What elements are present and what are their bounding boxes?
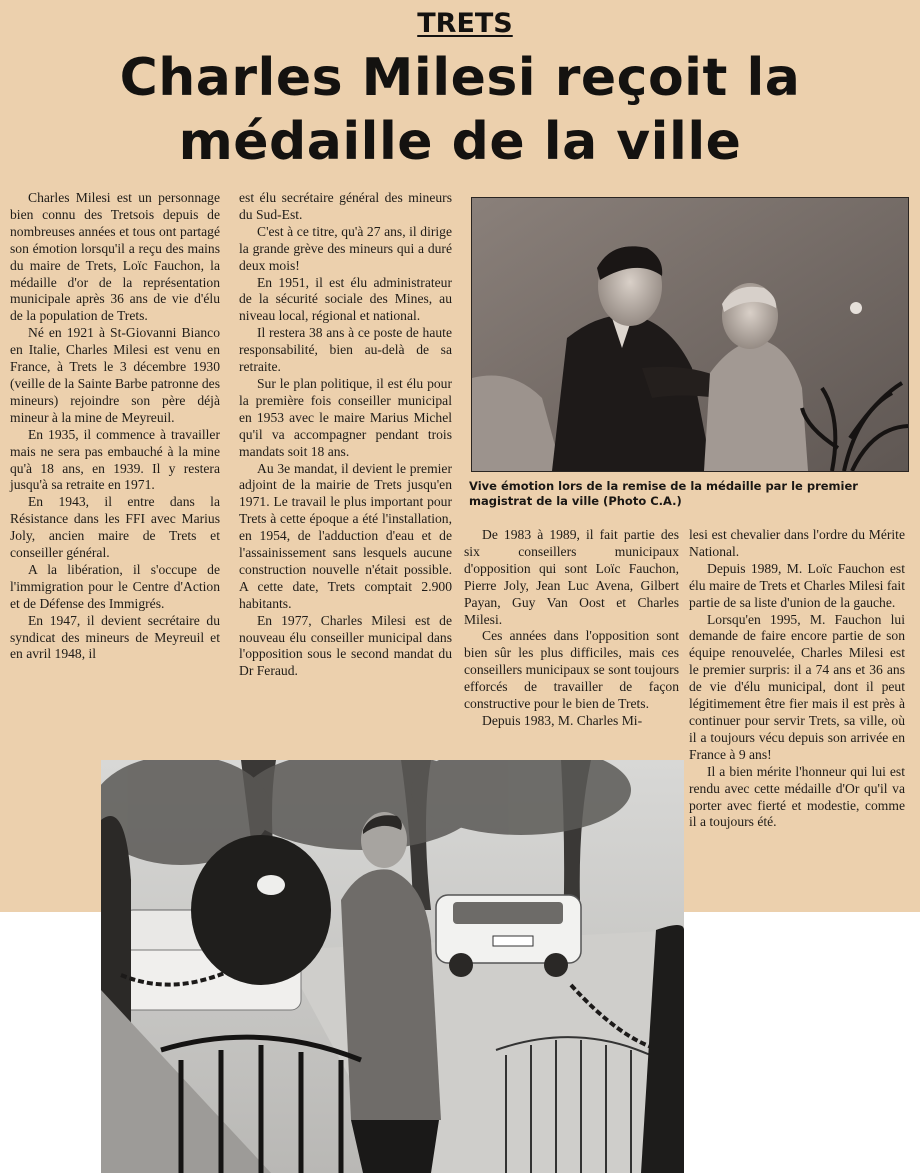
section-label: TRETS bbox=[417, 8, 513, 39]
paragraph-continued: lesi est chevalier dans l'ordre du Mérite National. bbox=[689, 527, 905, 559]
headline bbox=[30, 46, 890, 174]
article-column-4 bbox=[689, 527, 905, 831]
photo-caption: Vive émotion lors de la remise de la médaille par le premier magistrat de la ville (Photo C.A.) bbox=[469, 479, 858, 508]
paragraph: Charles Milesi est un personnage bien connu des Tretsois depuis de nombreuses années et tous ont partagé son émotion lorsqu'il a reçu des mains du maire de Trets, Loïc Fauchon, la médaille d'or de la représentation municipale après 36 ans de vie d'élu de la population de Trets. bbox=[10, 190, 220, 324]
article-column-3 bbox=[464, 527, 679, 730]
headline-line-1: Charles Milesi reçoit la bbox=[119, 48, 801, 108]
photo-medal-ceremony bbox=[471, 197, 909, 472]
paragraph: En 1947, il devient secrétaire du syndicat des mineurs de Meyreuil et en avril 1948, il bbox=[10, 612, 220, 662]
paragraph: Ces années dans l'opposition sont bien sûr les plus difficiles, mais ces conseillers municipaux se sont toujours efforcés de travailler de façon constructive pour le bien de Trets. bbox=[464, 628, 679, 712]
paragraph: Lorsqu'en 1995, M. Fauchon lui demande de faire encore partie de son équipe renouvelée, Charles Milesi est le premier surpris: il a 74 ans et 36 ans de vie d'élu municipal, dont il peut légitimement être fier mais il est près à continuer pour servir Trets, sa ville, où il a toujours vécu depuis son arrivée en France à 9 ans! bbox=[689, 611, 905, 762]
paragraph: Il restera 38 ans à ce poste de haute responsabilité, bien au-delà de sa retraite. bbox=[239, 325, 452, 375]
paragraph: Sur le plan politique, il est élu pour la première fois conseiller municipal en 1953 avec le maire Marius Michel qu'il va accompagner pendant trois mandats soit 18 ans. bbox=[239, 375, 452, 459]
paragraph: En 1977, Charles Milesi est de nouveau élu conseiller municipal dans l'opposition sous le second mandat du Dr Feraud. bbox=[239, 612, 452, 679]
paragraph: En 1951, il est élu administrateur de la sécurité sociale des Mines, au niveau local, régional et national. bbox=[239, 274, 452, 324]
paragraph: Au 3e mandat, il devient le premier adjoint de la mairie de Trets jusqu'en 1971. Le travail le plus important pour Trets à cette époque a été l'installation, en 1954, de l'adduction d'eau et de l'assainissement sans lesquels aucune construction nouvelle n'était possible. A cette date, Trets comptait 2.900 habitants. bbox=[239, 460, 452, 611]
article-column-2 bbox=[239, 190, 452, 680]
paragraph: A la libération, il s'occupe de l'immigration pour le Centre d'Action et de Défense des Immigrés. bbox=[10, 561, 220, 611]
headline-line-2: médaille de la ville bbox=[178, 112, 742, 172]
photo-wreath-laying bbox=[101, 760, 684, 1173]
paragraph: Né en 1921 à St-Giovanni Bianco en Italie, Charles Milesi est venu en France, à Trets le 3 décembre 1930 (veille de la Sainte Barbe patronne des mineurs) rejoindre son père déjà mineur à la mine de Meyreuil. bbox=[10, 325, 220, 425]
article-column-1 bbox=[10, 190, 220, 663]
paragraph: En 1935, il commence à travailler mais ne sera pas embauché à la mine qu'à 18 ans, en 1939. Il y restera jusqu'à sa retraite en 1971. bbox=[10, 426, 220, 493]
paragraph: Depuis 1983, M. Charles Mi- bbox=[482, 712, 643, 728]
paragraph: De 1983 à 1989, il fait partie des six conseillers municipaux d'opposition qui sont Loïc Fauchon, Pierre Joly, Jean Luc Avena, Gilbert Payan, Guy Van Oost et Charles Milesi. bbox=[464, 527, 679, 627]
paragraph: En 1943, il entre dans la Résistance dans les FFI avec Marius Joly, ancien maire de Trets et conseiller général. bbox=[10, 494, 220, 561]
paragraph: Depuis 1989, M. Loïc Fauchon est élu maire de Trets et Charles Milesi fait partie de sa liste d'union de la gauche. bbox=[689, 560, 905, 610]
paragraph: Il a bien mérite l'honneur qui lui est rendu avec cette médaille d'Or qu'il va porter avec fierté et modestie, comme il a toujours été. bbox=[689, 763, 905, 830]
paragraph: C'est à ce titre, qu'à 27 ans, il dirige la grande grève des mineurs qui a duré deux mois! bbox=[239, 223, 452, 273]
paragraph-continued: est élu secrétaire général des mineurs du Sud-Est. bbox=[239, 190, 452, 222]
